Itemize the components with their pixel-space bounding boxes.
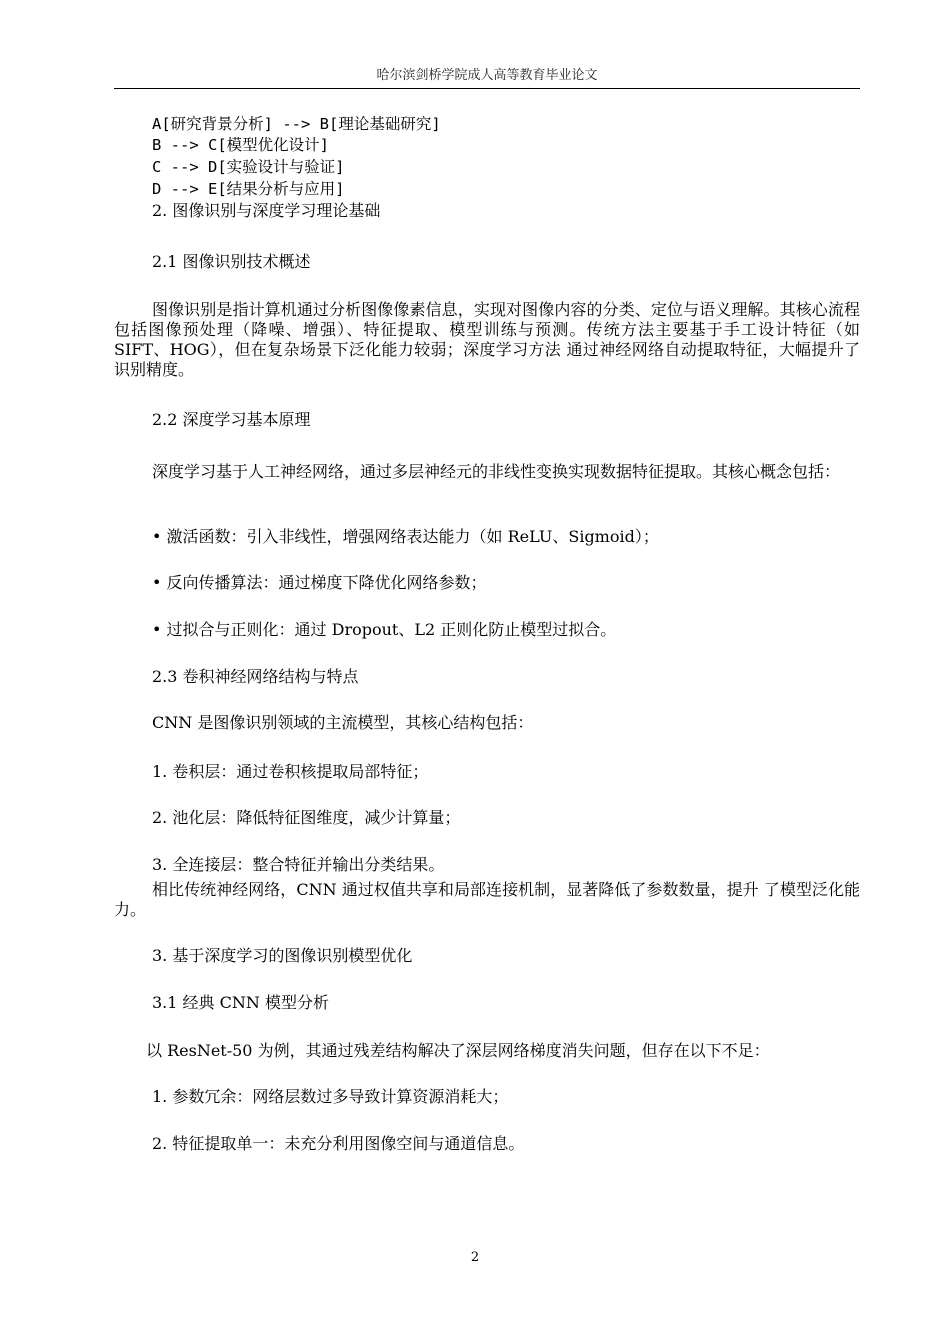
list-item-params: 1. 参数冗余：网络层数过多导致计算资源消耗大； xyxy=(152,1087,509,1106)
section-2-3-paragraph: 相比传统神经网络，CNN 通过权值共享和局部连接机制，显著降低了参数数量，提升 了模型泛化能力。 xyxy=(114,880,860,919)
section-2-2-paragraph: 深度学习基于人工神经网络，通过多层神经元的非线性变换实现数据特征提取。其核心概念包括： xyxy=(152,462,841,481)
list-item-features: 2. 特征提取单一：未充分利用图像空间与通道信息。 xyxy=(152,1134,525,1153)
section-2-1-heading: 2.1 图像识别技术概述 xyxy=(152,252,311,271)
section-2-3-heading: 2.3 卷积神经网络结构与特点 xyxy=(152,667,359,686)
bullet-backprop: • 反向传播算法：通过梯度下降优化网络参数； xyxy=(152,573,487,592)
section-2-heading: 2. 图像识别与深度学习理论基础 xyxy=(152,201,381,220)
section-3-1-intro: 以 ResNet-50 为例，其通过残差结构解决了深层网络梯度消失问题，但存在以下不足： xyxy=(146,1041,770,1060)
flow-line-3: C --> D[实验设计与验证] xyxy=(152,158,345,176)
flow-line-1: A[研究背景分析] --> B[理论基础研究] xyxy=(152,115,441,133)
bullet-activation: • 激活函数：引入非线性，增强网络表达能力（如 ReLU、Sigmoid）； xyxy=(152,527,659,546)
flow-line-2: B --> C[模型优化设计] xyxy=(152,136,329,154)
section-2-3-intro: CNN 是图像识别领域的主流模型，其核心结构包括： xyxy=(152,713,534,732)
page-number: 2 xyxy=(470,1250,480,1265)
flow-line-4: D --> E[结果分析与应用] xyxy=(152,180,345,198)
header-divider xyxy=(114,88,860,89)
bullet-regularization: • 过拟合与正则化：通过 Dropout、L2 正则化防止模型过拟合。 xyxy=(152,620,617,639)
section-2-1-paragraph: 图像识别是指计算机通过分析图像像素信息，实现对图像内容的分类、定位与语义理解。其核心流程包括图像预处理（降噪、增强）、特征提取、模型训练与预测。传统方法主要基于手工设计特征（如 SIFT、HOG），但在复杂场景下泛化能力较弱；深度学习方法 通过神经网络自动提取特征，大幅提升了识别精度。 xyxy=(114,300,860,379)
page-header: 哈尔滨剑桥学院成人高等教育毕业论文 xyxy=(376,68,598,83)
list-item-conv: 1. 卷积层：通过卷积核提取局部特征； xyxy=(152,762,429,781)
list-item-fc: 3. 全连接层：整合特征并输出分类结果。 xyxy=(152,855,445,874)
list-item-pool: 2. 池化层：降低特征图维度，减少计算量； xyxy=(152,808,461,827)
section-2-2-heading: 2.2 深度学习基本原理 xyxy=(152,410,311,429)
section-3-1-heading: 3.1 经典 CNN 模型分析 xyxy=(152,993,329,1012)
section-3-heading: 3. 基于深度学习的图像识别模型优化 xyxy=(152,946,413,965)
